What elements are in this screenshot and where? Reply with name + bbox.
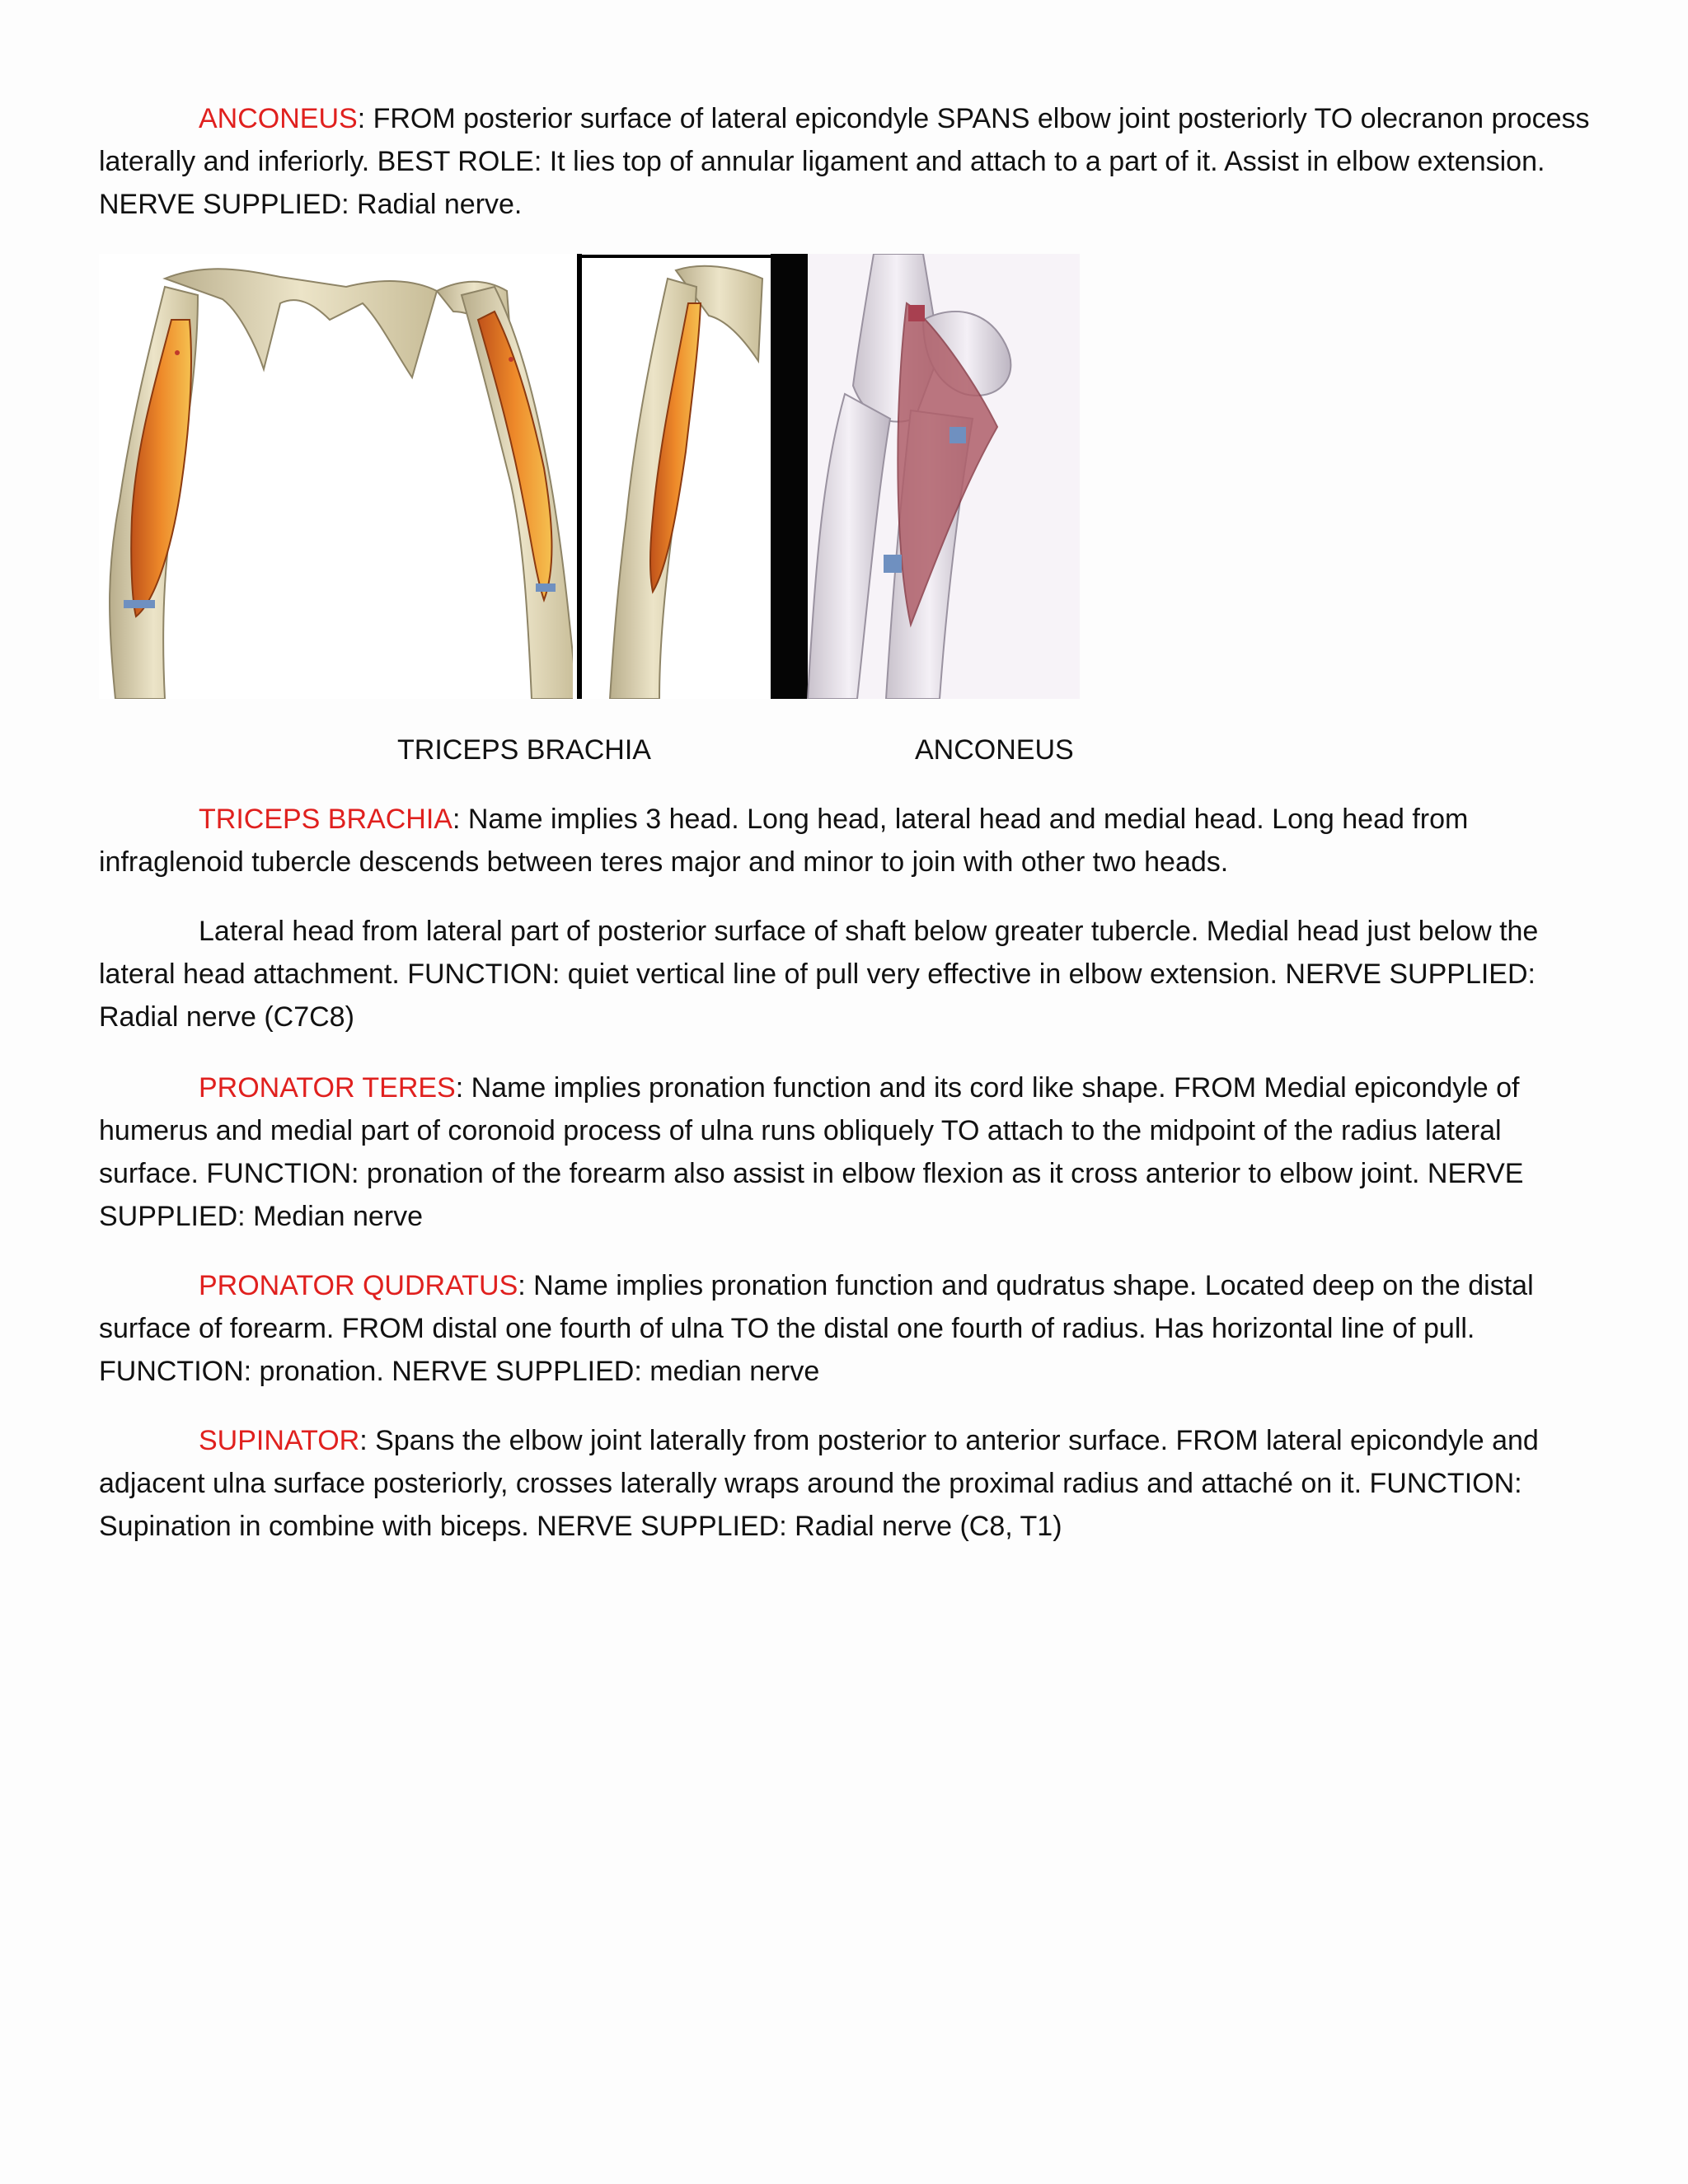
anatomy-figure	[99, 254, 1080, 699]
paragraph-triceps	[99, 798, 1595, 883]
triceps-lateral-illustration	[573, 254, 771, 699]
figure-caption-triceps: TRICEPS BRACHIA	[397, 734, 651, 766]
paragraph-triceps-text: : Name implies 3 head. Long head, lateral head and medial head. Long head from infraglenoid tubercle descends between teres major and minor to join with other two heads.	[99, 804, 1469, 878]
paragraph-supinator-text: : Spans the elbow joint laterally from posterior to anterior surface. FROM lateral epicondyle and adjacent ulna surface posteriorly, crosses laterally wraps around the proximal radius and attaché on it. FUNCTION: Supination in combine with biceps. NERVE SUPPLIED: Radial nerve (C8, T1)	[99, 1425, 1539, 1542]
paragraph-triceps-heads-text: Lateral head from lateral part of posterior surface of shaft below greater tubercle. Medial head just below the lateral head attachment. FUNCTION: quiet vertical line of pull very effective in elbow extension. NERVE SUPPLIED: Radial nerve (C7C8)	[99, 916, 1539, 1033]
triceps-posterior-illustration	[99, 254, 577, 699]
paragraph-anconeus	[99, 97, 1595, 226]
paragraph-pronator-quadratus-text: : Name implies pronation function and qudratus shape. Located deep on the distal surface of forearm. FROM distal one fourth of ulna TO the distal one fourth of radius. Has horizontal line of pull. FUNCTION: pronation. NERVE SUPPLIED: median nerve	[99, 1270, 1534, 1387]
panel-divider	[771, 254, 808, 699]
anconeus-illustration	[808, 254, 1080, 699]
term-triceps: TRICEPS BRACHIA	[199, 804, 452, 835]
term-supinator: SUPINATOR	[199, 1425, 360, 1456]
paragraph-supinator	[99, 1419, 1595, 1548]
term-pronator-quadratus: PRONATOR QUDRATUS	[199, 1270, 518, 1301]
paragraph-pronator-teres-text: : Name implies pronation function and its cord like shape. FROM Medial epicondyle of humerus and medial part of coronoid process of ulna runs obliquely TO attach to the midpoint of the radius lateral surface. FUNCTION: pronation of the forearm also assist in elbow flexion as it cross anterior to elbow joint. NERVE SUPPLIED: Median nerve	[99, 1072, 1524, 1232]
paragraph-pronator-teres	[99, 1066, 1595, 1238]
paragraph-triceps-heads	[99, 910, 1595, 1038]
term-anconeus: ANCONEUS	[199, 103, 358, 134]
term-pronator-teres: PRONATOR TERES	[199, 1072, 456, 1104]
paragraph-anconeus-text: : FROM posterior surface of lateral epicondyle SPANS elbow joint posteriorly TO olecranon process laterally and inferiorly. BEST ROLE: It lies top of annular ligament and attach to a part of it. Assist in elbow extension. NERVE SUPPLIED: Radial nerve.	[99, 103, 1590, 220]
figure-caption-anconeus: ANCONEUS	[915, 734, 1074, 766]
paragraph-pronator-quadratus	[99, 1264, 1595, 1393]
